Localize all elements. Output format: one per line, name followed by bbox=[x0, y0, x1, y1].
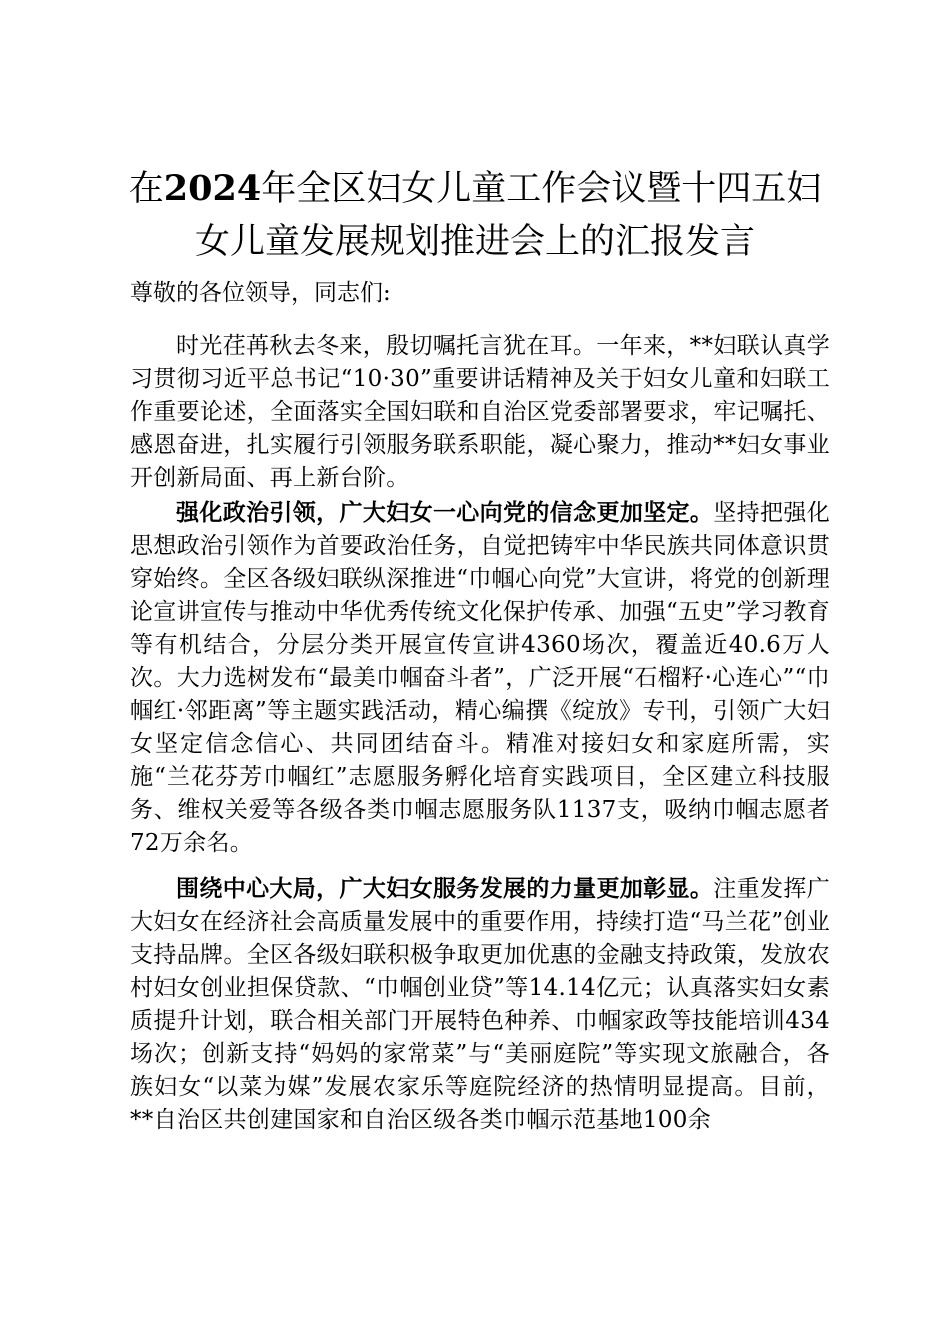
paragraph-text: 坚持把强化思想政治引领作为首要政治任务，自觉把铸牢中华民族共同体意识贯穿始终。全区各级妇联纵深推进“巾帼心向党”大宣讲，将党的创新理论宣讲宣传与推动中华优秀传统文化保护传承、加强“五史”学习教育等有机结合，分层分类开展宣传宣讲4360场次，覆盖近40.6万人次。大力选树发布“最美巾帼奋斗者”，广泛开展“石榴籽·心连心”“巾帼红·邻距离”等主题实践活动，精心编撰《绽放》专刊，引领广大妇女坚定信念信心、共同团结奋斗。精准对接妇女和家庭所需，实施“兰花芬芳巾帼红”志愿服务孵化培育实践项目，全区建立科技服务、维权关爱等各级各类巾帼志愿服务队1137支，吸纳巾帼志愿者72万余名。 bbox=[130, 500, 831, 856]
title-rest: 年全区妇女儿童工作会议暨十四五妇女儿童发展规划推进会上的汇报发言 bbox=[194, 169, 822, 262]
paragraph-intro bbox=[130, 330, 830, 495]
document-title bbox=[120, 162, 830, 269]
salutation: 尊敬的各位领导，同志们: bbox=[130, 280, 391, 306]
paragraph-text: 注重发挥广大妇女在经济社会高质量发展中的重要作用，持续打造“马兰花”创业支持品牌。全区各级妇联积极争取更加优惠的金融支持政策，发放农村妇女创业担保贷款、“巾帼创业贷”等14.14亿元；认真落实妇女素质提升计划，联合相关部门开展特色种养、巾帼家政等技能培训434场次；创新支持“妈妈的家常菜”与“美丽庭院”等实现文旅融合，各族妇女“以菜为媒”发展农家乐等庭院经济的热情明显提高。目前，**自治区共创建国家和自治区级各类巾帼示范基地100余 bbox=[130, 876, 831, 1133]
paragraph-text: 时光荏苒秋去冬来，殷切嘱托言犹在耳。一年来，**妇联认真学习贯彻习近平总书记“10·30”重要讲话精神及关于妇女儿童和妇联工作重要论述，全面落实全国妇联和自治区党委部署要求，牢记嘱托、感恩奋进，扎实履行引领服务联系职能，凝心聚力，推动**妇女事业开创新局面、再上新台阶。 bbox=[130, 333, 830, 491]
title-year: 2024 bbox=[163, 168, 262, 209]
title-prefix: 在 bbox=[128, 169, 164, 209]
paragraph-service-development bbox=[130, 872, 830, 1137]
paragraph-political-guidance bbox=[130, 496, 830, 860]
paragraph-lead: 围绕中心大局，广大妇女服务发展的力量更加彰显。 bbox=[176, 875, 714, 902]
paragraph-lead: 强化政治引领，广大妇女一心向党的信念更加坚定。 bbox=[176, 499, 714, 526]
